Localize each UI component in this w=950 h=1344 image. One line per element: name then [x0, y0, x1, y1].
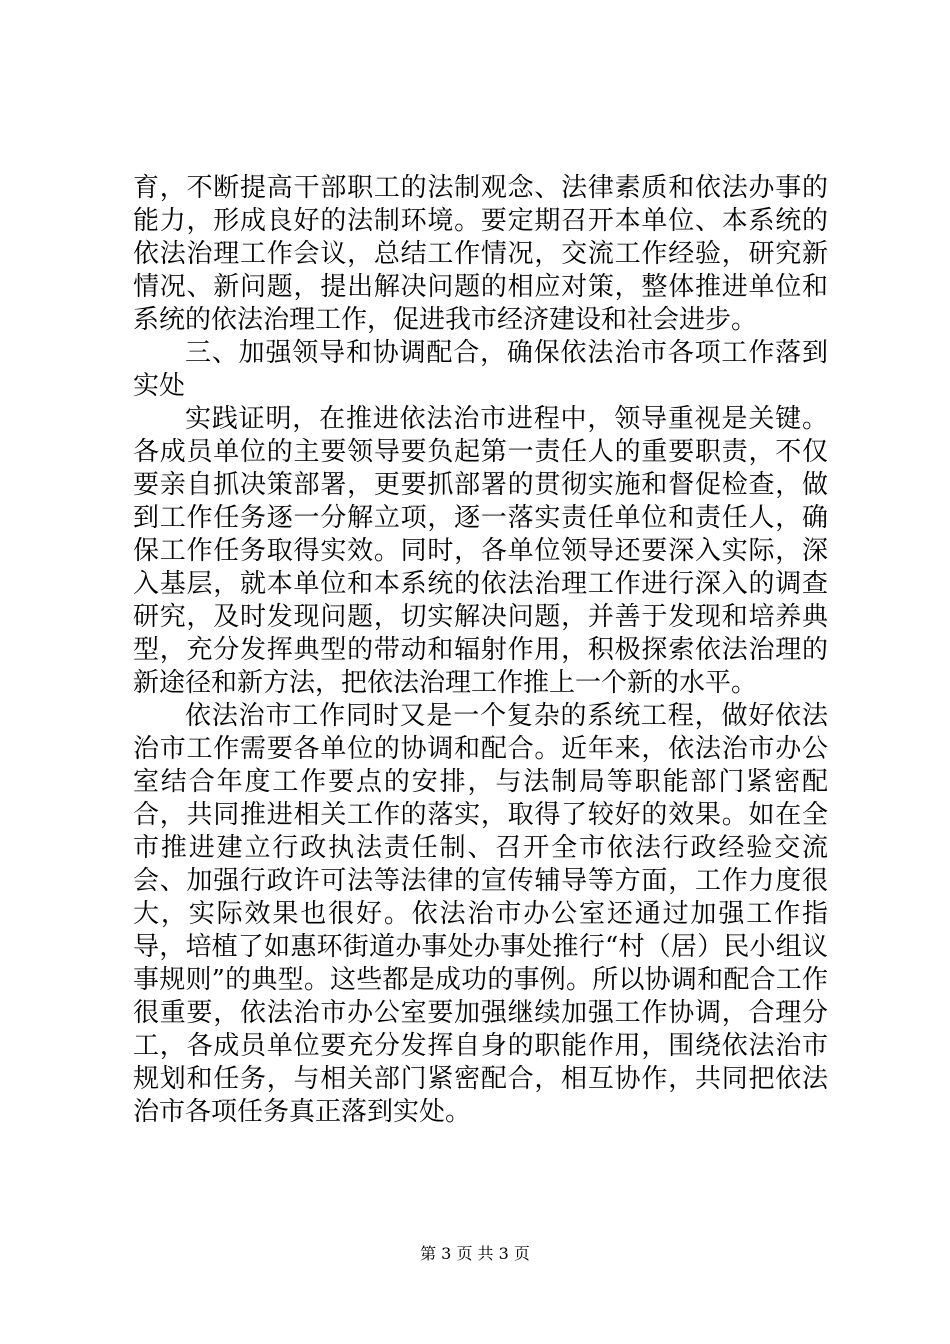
paragraph-coordination: 依法治市工作同时又是一个复杂的系统工程，做好依法治市工作需要各单位的协调和配合。近年来，依法治市办公室结合年度工作要点的安排，与法制局等职能部门紧密配合，共同推进相关工作的落实，取得了较好的效果。如在全市推进建立行政执法责任制、召开全市依法行政经验交流会、加强行政许可法等法律的宣传辅导等方面，工作力度很大，实际效果也很好。依法治市办公室还通过加强工作指导，培植了如惠环街道办事处办事处推行“村（居）民小组议事规则”的典型。这些都是成功的事例。所以协调和配合工作很重要，依法治市办公室要加强继续加强工作协调，合理分工，各成员单位要充分发挥自身的职能作用，围绕依法治市规划和任务，与相关部门紧密配合，相互协作，共同把依法治市各项任务真正落到实处。: [133, 701, 828, 1127]
paragraph-leadership: 实践证明，在推进依法治市进程中，领导重视是关键。各成员单位的主要领导要负起第一责任人的重要职责，不仅要亲自抓决策部署，更要抓部署的贯彻实施和督促检查，做到工作任务逐一分解立项，逐一落实责任单位和责任人，确保工作任务取得实效。同时，各单位领导还要深入实际，深入基层，就本单位和本系统的依法治理工作进行深入的调查研究，及时发现问题，切实解决问题，并善于发现和培养典型，充分发挥典型的带动和辐射作用，积极探索依法治理的新途径和新方法，把依法治理工作推上一个新的水平。: [133, 404, 828, 698]
document-body: [133, 172, 828, 1129]
page-footer: [0, 1244, 950, 1264]
page-number-label: 第 3 页 共 3 页: [420, 1244, 530, 1263]
paragraph-continuation: 育，不断提高干部职工的法制观念、法律素质和依法办事的能力，形成良好的法制环境。要定期召开本单位、本系统的依法治理工作会议，总结工作情况，交流工作经验，研究新情况、新问题，提出解决问题的相应对策，整体推进单位和系统的依法治理工作，促进我市经济建设和社会进步。: [133, 173, 828, 335]
section-heading: 三、加强领导和协调配合，确保依法治市各项工作落到实处: [133, 338, 828, 401]
